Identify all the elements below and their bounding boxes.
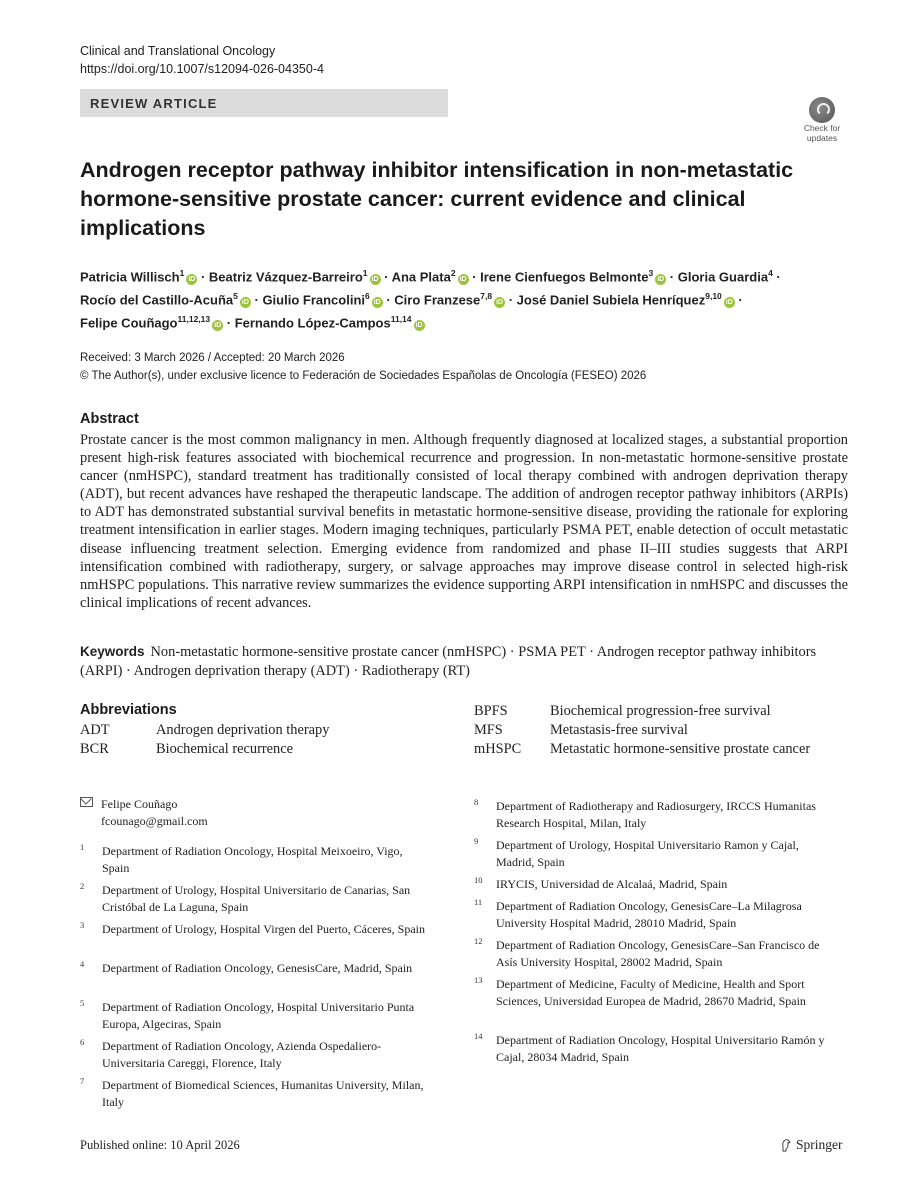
author-affiliation-ref: 1: [179, 268, 185, 278]
author-separator: ·: [197, 269, 209, 285]
affiliation-text: Department of Urology, Hospital Universitario de Canarias, San Cristóbal de La Laguna, Spain: [102, 883, 411, 914]
published-online-date: Published online: 10 April 2026: [80, 1138, 240, 1152]
author-affiliation-ref: 5: [233, 290, 238, 301]
orcid-icon[interactable]: iD: [459, 276, 467, 284]
abbreviation-term: MFS: [474, 722, 503, 738]
abstract-text: Prostate cancer is the most common malignancy in men. Although frequently diagnosed at localized stages, a substantial proportion present high-risk features associated with biochemical recurrence and progression. In non-metastatic hormone-sensitive prostate cancer (nmHSPC), standard treatment has traditionally consisted of local therapy combined with androgen deprivation therapy (ADT), but recent advances have reshaped the therapeutic landscape. The addition of androgen receptor pathway inhibitors (ARPIs) to ADT has demonstrated substantial survival benefits in metastatic hormone-sensitive disease, providing the rationale for exploring treatment intensification in earlier stages. Modern imaging techniques, particularly PSMA PET, enable detection of occult metastatic disease influencing treatment selection. Emerging evidence from randomized and phase II–III studies suggests that ARPI intensification combined with radiotherapy, surgery, or salvage approaches may improve disease control in selected high-risk nmHSPC populations. This narrative review summarizes the evidence supporting ARPI intensification in nmHSPC and discusses the clinical implications of recent advances.: [80, 432, 848, 611]
abbreviation-definition: Biochemical recurrence: [156, 741, 294, 757]
affiliation-text: Department of Radiation Oncology, Hospital Meixoeiro, Vigo, Spain: [102, 844, 403, 875]
abbreviation-row: [474, 740, 810, 759]
abbreviation-definition: Metastatic hormone-sensitive prostate cancer: [550, 741, 811, 757]
affiliation-text: Department of Urology, Hospital Virgen del Puerto, Cáceres, Spain: [102, 922, 425, 936]
abbreviation-definition: Biochemical progression-free survival: [550, 703, 771, 719]
affiliation-text: Department of Radiation Oncology, GenesisCare–La Milagrosa University Hospital Madrid, 28010 Madrid, Spain: [496, 899, 802, 930]
affiliation-text: Department of Radiation Oncology, Hospital Universitario Ramón y Cajal, 28034 Madrid, Spain: [496, 1033, 825, 1064]
author-name: Ana Plata: [391, 269, 451, 285]
affiliation-number: 2: [80, 881, 85, 891]
affiliation-number: 4: [80, 959, 85, 969]
author-separator: ·: [250, 292, 263, 308]
correspondence-block: [80, 796, 208, 830]
abbreviation-definition: Androgen deprivation therapy: [156, 722, 330, 738]
author-separator: ·: [666, 269, 678, 285]
copyright-notice: © The Author(s), under exclusive licence to Federación de Sociedades Españolas de Oncología (FESEO) 2026: [80, 370, 647, 382]
orcid-icon[interactable]: iD: [241, 299, 249, 307]
abbreviation-definition: Metastasis-free survival: [550, 722, 688, 738]
abbreviation-term: BPFS: [474, 703, 508, 719]
affiliation-text: Department of Radiation Oncology, Hospital Universitario Punta Europa, Algeciras, Spain: [102, 1000, 415, 1031]
affiliation-number: 11: [474, 897, 483, 907]
orcid-icon[interactable]: iD: [725, 299, 733, 307]
abstract-heading: Abstract: [80, 411, 139, 427]
author-affiliation-ref: 7,8: [480, 290, 493, 301]
abbreviations-right-column: [474, 702, 810, 759]
affiliation-text: Department of Medicine, Faculty of Medicine, Health and Sport Sciences, Universidad Europea de Madrid, 28670 Madrid, Spain: [496, 977, 806, 1008]
author-list: [80, 264, 840, 332]
author-affiliation-ref: 2: [450, 268, 456, 278]
article-title: Androgen receptor pathway inhibitor intensification in non-metastatic hormone-sensitive prostate cancer: current evidence and clinical implications: [80, 158, 794, 240]
affiliation-text: Department of Radiotherapy and Radiosurgery, IRCCS Humanitas Research Hospital, Milan, Italy: [496, 799, 816, 830]
author-separator: ·: [772, 269, 781, 285]
envelope-icon: [80, 797, 93, 807]
author-separator: ·: [468, 269, 481, 285]
author-name: Rocío del Castillo-Acuña: [80, 292, 234, 308]
author-affiliation-ref: 11,14: [390, 313, 412, 324]
author-affiliation-ref: 6: [365, 290, 370, 301]
doi-link[interactable]: https://doi.org/10.1007/s12094-026-04350-4: [80, 62, 324, 76]
author-name: Beatriz Vázquez-Barreiro: [208, 269, 363, 285]
orcid-icon[interactable]: iD: [214, 321, 222, 329]
author-name: Patricia Willisch: [80, 269, 180, 285]
author-name: Ciro Franzese: [394, 292, 481, 308]
author-separator: ·: [380, 269, 392, 285]
keywords-block: [80, 643, 848, 680]
abbreviation-row: [80, 740, 329, 759]
orcid-icon[interactable]: iD: [415, 321, 423, 329]
affiliation-number: 12: [474, 936, 483, 946]
author-name: Felipe Couñago: [80, 314, 178, 330]
article-type-label: REVIEW ARTICLE: [90, 95, 218, 111]
springer-horse-icon: [780, 1139, 792, 1152]
journal-name: Clinical and Translational Oncology: [80, 44, 276, 58]
author-separator: ·: [505, 292, 517, 308]
author-separator: ·: [223, 314, 235, 330]
affiliation-number: 8: [474, 797, 479, 807]
abbreviation-row: [474, 721, 810, 740]
affiliation-number: 13: [474, 975, 483, 985]
affiliation-number: 5: [80, 998, 85, 1008]
keywords-label: Keywords: [80, 644, 145, 659]
check-updates-label: Check for updates: [803, 123, 841, 143]
affiliation-text: Department of Urology, Hospital Universitario Ramon y Cajal, Madrid, Spain: [496, 838, 799, 869]
received-accepted-dates: Received: 3 March 2026 / Accepted: 20 March 2026: [80, 352, 345, 364]
orcid-icon[interactable]: iD: [496, 299, 504, 307]
author-affiliation-ref: 9,10: [705, 290, 722, 301]
affiliation-text: Department of Radiation Oncology, Azienda Ospedaliero-Universitaria Careggi, Florence, Italy: [102, 1039, 382, 1070]
affiliation-text: Department of Radiation Oncology, GenesisCare–San Francisco de Asís University Hospital, 28002 Madrid, Spain: [496, 938, 820, 969]
author-separator: ·: [382, 292, 395, 308]
author-affiliation-ref: 4: [768, 268, 773, 278]
publisher-logo: [780, 1137, 843, 1153]
corresponding-author: Felipe Couñago: [101, 797, 178, 811]
abbreviation-row: [474, 702, 810, 721]
affiliation-number: 9: [474, 836, 479, 846]
affiliation-number: 3: [80, 920, 85, 930]
keywords-text: Non-metastatic hormone-sensitive prostate cancer (nmHSPC) · PSMA PET · Androgen receptor pathway inhibitors (ARPI) · Androgen deprivation therapy (ADT) · Radiotherapy (RT): [80, 644, 817, 679]
author-separator: ·: [734, 292, 743, 308]
affiliation-number: 14: [474, 1031, 483, 1041]
author-name: Giulio Francolini: [262, 292, 365, 308]
abbreviations-left-column: [80, 721, 329, 759]
author-name: José Daniel Subiela Henríquez: [516, 292, 706, 308]
check-updates-icon: [809, 97, 835, 123]
abbreviation-row: [80, 721, 329, 740]
author-name: Gloria Guardia: [677, 269, 769, 285]
affiliation-number: 1: [80, 842, 85, 852]
affiliation-text: Department of Radiation Oncology, GenesisCare, Madrid, Spain: [102, 961, 413, 975]
orcid-icon[interactable]: iD: [188, 276, 196, 284]
orcid-icon[interactable]: iD: [371, 276, 379, 284]
affiliation-text: Department of Biomedical Sciences, Humanitas University, Milan, Italy: [102, 1078, 424, 1109]
abbreviations-heading: Abbreviations: [80, 702, 177, 718]
corresponding-email[interactable]: fcounago@gmail.com: [101, 814, 208, 828]
author-affiliation-ref: 11,12,13: [177, 313, 211, 324]
affiliation-text: IRYCIS, Universidad de Alcalaá, Madrid, Spain: [496, 877, 728, 891]
abbreviation-term: ADT: [80, 722, 110, 738]
abbreviation-term: mHSPC: [474, 741, 522, 757]
abbreviation-term: BCR: [80, 741, 109, 757]
author-name: Fernando López-Campos: [234, 314, 391, 330]
author-affiliation-ref: 1: [362, 268, 368, 278]
affiliation-number: 6: [80, 1037, 85, 1047]
affiliation-number: 10: [474, 875, 483, 885]
affiliation-number: 7: [80, 1076, 85, 1086]
article-type-banner: [80, 89, 448, 117]
publisher-name: Springer: [796, 1137, 843, 1152]
author-affiliation-ref: 3: [648, 268, 654, 278]
orcid-icon[interactable]: iD: [657, 276, 665, 284]
check-for-updates-badge[interactable]: [797, 97, 847, 143]
orcid-icon[interactable]: iD: [373, 299, 381, 307]
author-name: Irene Cienfuegos Belmonte: [480, 269, 649, 285]
